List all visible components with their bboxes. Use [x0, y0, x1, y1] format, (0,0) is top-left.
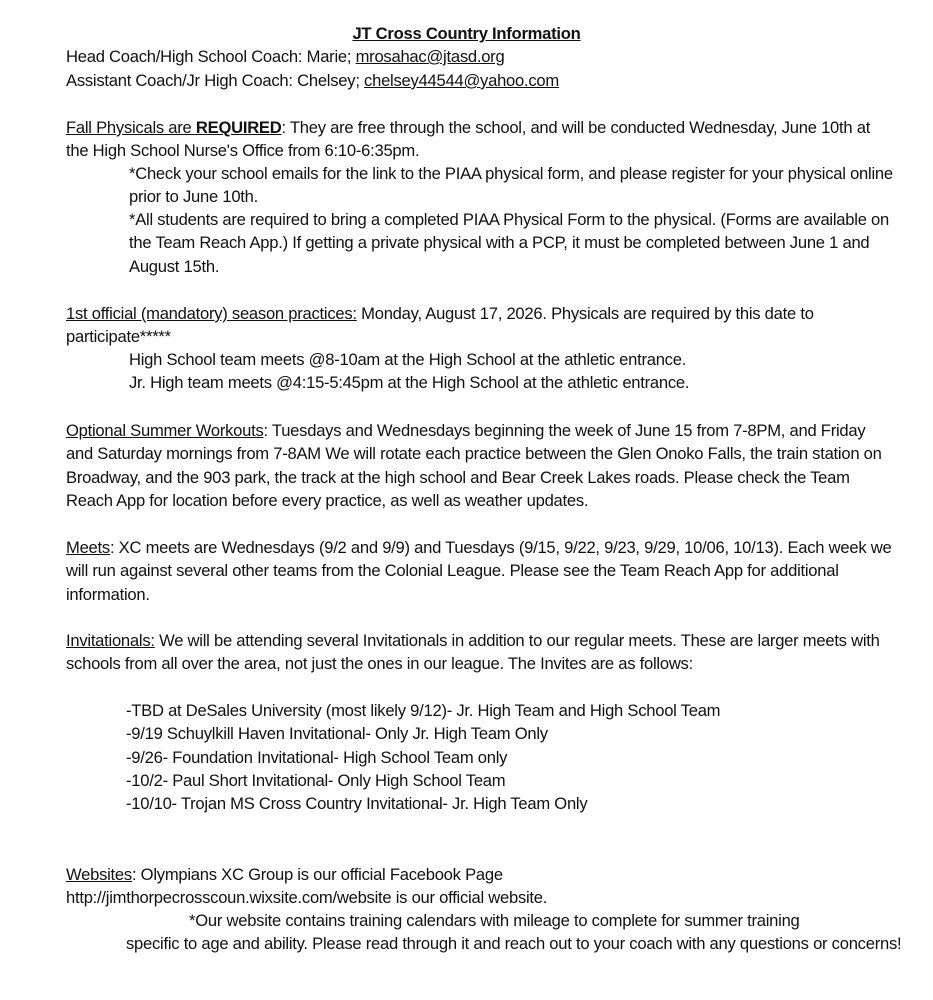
practices-high-school: High School team meets @8-10am at the High School at the athletic entrance. — [129, 350, 687, 369]
physicals-note-email: *Check your school emails for the link to the PIAA physical form, and please register for your physical online prior to June 10th. — [129, 164, 893, 207]
physicals-heading — [66, 118, 281, 137]
invitationals-heading: Invitationals: — [66, 631, 155, 650]
meets-heading: Meets — [66, 538, 110, 557]
workouts-heading: Optional Summer Workouts — [66, 421, 264, 440]
invitational-item: -10/10- Trojan MS Cross Country Invitational- Jr. High Team Only — [126, 794, 588, 814]
invitational-item: -9/19 Schuylkill Haven Invitational- Only Jr. High Team Only — [126, 724, 548, 744]
assistant-coach-email-link[interactable]: chelsey44544@yahoo.com — [364, 71, 559, 90]
physicals-paragraph — [66, 116, 896, 163]
document-title: JT Cross Country Information — [352, 24, 581, 43]
assistant-coach-line — [66, 69, 896, 92]
websites-note-lead: *Our website contains training calendars with mileage to complete for summer training — [189, 911, 800, 930]
websites-url-line: http://jimthorpecrosscoun.wixsite.com/website is our official website. — [66, 888, 548, 908]
meets-paragraph — [66, 536, 896, 606]
websites-heading: Websites — [66, 865, 132, 884]
physicals-text: : They are free through the school, and will be conducted Wednesday, June 10th at the High School Nurse's Office from 6:10-6:35pm. — [66, 118, 871, 161]
physicals-required-label: REQUIRED — [195, 118, 282, 137]
practices-heading: 1st official (mandatory) season practices: — [66, 304, 357, 323]
websites-note-rest: specific to age and ability. Please read through it and reach out to your coach with any questions or concerns! — [126, 934, 902, 954]
invitational-item: -10/2- Paul Short Invitational- Only High School Team — [126, 770, 506, 790]
invitationals-paragraph — [66, 629, 896, 676]
invitationals-list — [126, 699, 906, 815]
meets-text: : XC meets are Wednesdays (9/2 and 9/9) and Tuesdays (9/15, 9/22, 9/23, 9/29, 10/06, 10/13). Each week we will run against several other teams from the Colonial League. Please see the Team Reach App for additional information. — [66, 538, 892, 604]
head-coach-line — [66, 45, 896, 68]
workouts-text: : Tuesdays and Wednesdays beginning the week of June 15 from 7-8PM, and Friday and Saturday mornings from 7-8AM We will rotate each practice between the Glen Onoko Falls, the train station on Broadway, and the 903 park, the track at the high school and Bear Creek Lakes roads. Please check the Team Reach App for location before every practice, as well as weather updates. — [66, 421, 882, 510]
invitational-item: -TBD at DeSales University (most likely 9/12)- Jr. High Team and High School Team — [126, 701, 721, 720]
websites-paragraph — [66, 863, 896, 910]
workouts-paragraph — [66, 419, 896, 512]
websites-facebook-text: : Olympians XC Group is our official Facebook Page — [131, 865, 503, 884]
practices-jr-high: Jr. High team meets @4:15-5:45pm at the High School at the athletic entrance. — [129, 373, 690, 392]
physicals-heading-text: Fall Physicals are — [66, 118, 196, 137]
websites-facebook-line — [66, 863, 896, 886]
invitationals-text: We will be attending several Invitationals in addition to our regular meets. These are larger meets with schools from all over the area, not just the ones in our league. The Invites are as follows: — [66, 631, 880, 674]
head-coach-label: Head Coach/High School Coach: Marie; — [66, 47, 356, 66]
physicals-note-form: *All students are required to bring a completed PIAA Physical Form to the physical. (Forms are available on the Team Reach App.) If getting a private physical with a PCP, it must be completed between June 1 and August 15th. — [129, 210, 889, 276]
websites-note — [126, 909, 916, 956]
head-coach-email-link[interactable]: mrosahac@jtasd.org — [355, 47, 505, 66]
practices-paragraph — [66, 302, 896, 349]
assistant-coach-label: Assistant Coach/Jr High Coach: Chelsey; — [66, 71, 365, 90]
invitational-item: -9/26- Foundation Invitational- High School Team only — [126, 747, 508, 767]
practices-text: Monday, August 17, 2026. Physicals are required by this date to participate***** — [66, 304, 814, 347]
